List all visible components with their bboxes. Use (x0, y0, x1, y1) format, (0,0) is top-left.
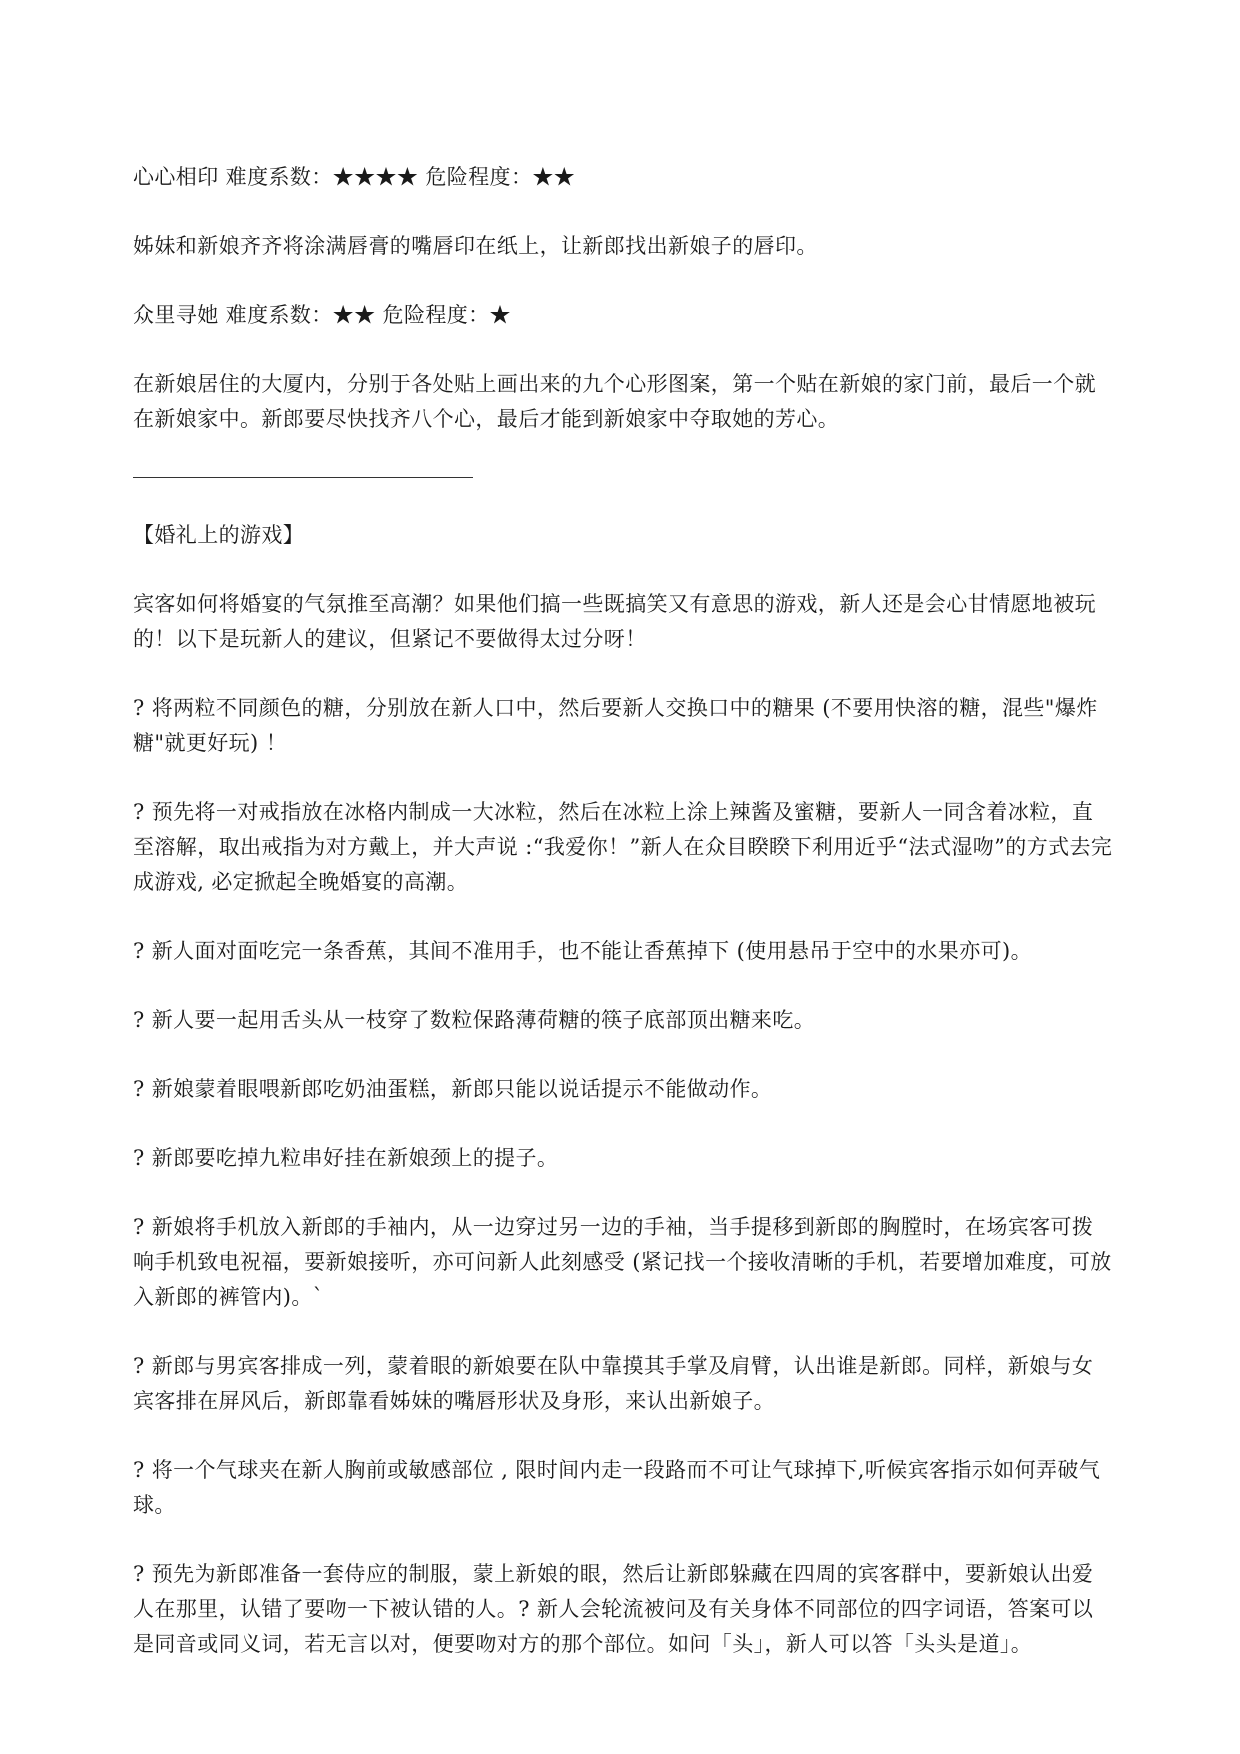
game-heading-zhonglixunta: 众里寻她 难度系数：★★ 危险程度：★ (133, 303, 511, 327)
list-item: ? 新娘将手机放入新郎的手袖内，从一边穿过另一边的手袖，当手提移到新郎的胸膛时，在场宾客可拨响手机致电祝福，要新娘接听，亦可问新人此刻感受 (紧记找一个接收清晰的手机，若要增加难度，可放入新郎的裤管内)。` (133, 1215, 1112, 1309)
document-page (133, 160, 1113, 1662)
list-item: ? 新郎与男宾客排成一列，蒙着眼的新娘要在队中靠摸其手掌及肩臂，认出谁是新郎。同样，新娘与女宾客排在屏风后，新郎靠看姊妹的嘴唇形状及身形，来认出新娘子。 (133, 1354, 1094, 1413)
section-divider (133, 477, 473, 478)
list-item: ? 预先将一对戒指放在冰格内制成一大冰粒，然后在冰粒上涂上辣酱及蜜糖，要新人一同含着冰粒，直至溶解，取出戒指为对方戴上，并大声说 :“我爱你！”新人在众目睽睽下利用近乎“法式湿吻”的方式去完成游戏, 必定掀起全晚婚宴的高潮。 (133, 800, 1113, 894)
game-description-xinxinxiangyin: 姊妹和新娘齐齐将涂满唇膏的嘴唇印在纸上，让新郎找出新娘子的唇印。 (133, 234, 818, 258)
list-item: ? 预先为新郎准备一套侍应的制服，蒙上新娘的眼，然后让新郎躲藏在四周的宾客群中，要新娘认出爱人在那里，认错了要吻一下被认错的人。? 新人会轮流被问及有关身体不同部位的四字词语，答案可以是同音或同义词，若无言以对，便要吻对方的那个部位。如问「头」，新人可以答「头头是道」。 (133, 1562, 1094, 1656)
game-heading-xinxinxiangyin: 心心相印 难度系数：★★★★ 危险程度：★★ (133, 165, 576, 189)
list-item: ? 新娘蒙着眼喂新郎吃奶油蛋糕，新郎只能以说话提示不能做动作。 (133, 1077, 773, 1101)
list-item: ? 新人面对面吃完一条香蕉，其间不准用手，也不能让香蕉掉下 (使用悬吊于空中的水果亦可)。 (133, 939, 1032, 963)
list-item: ? 将两粒不同颜色的糖，分别放在新人口中，然后要新人交换口中的糖果 (不要用快溶的糖，混些"爆炸糖"就更好玩) ！ (133, 696, 1098, 755)
list-item: ? 新郎要吃掉九粒串好挂在新娘颈上的提子。 (133, 1146, 559, 1170)
intro-paragraph: 宾客如何将婚宴的气氛推至高潮？如果他们搞一些既搞笑又有意思的游戏，新人还是会心甘情愿地被玩的！以下是玩新人的建议，但紧记不要做得太过分呀！ (133, 592, 1096, 651)
list-item: ? 将一个气球夹在新人胸前或敏感部位 , 限时间内走一段路而不可让气球掉下,听候宾客指示如何弄破气球。 (133, 1458, 1101, 1517)
game-description-zhonglixunta: 在新娘居住的大厦内，分别于各处贴上画出来的九个心形图案，第一个贴在新娘的家门前，最后一个就在新娘家中。新郎要尽快找齐八个心，最后才能到新娘家中夺取她的芳心。 (133, 372, 1096, 431)
list-item: ? 新人要一起用舌头从一枝穿了数粒保路薄荷糖的筷子底部顶出糖来吃。 (133, 1008, 816, 1032)
section-title: 【婚礼上的游戏】 (133, 523, 305, 547)
